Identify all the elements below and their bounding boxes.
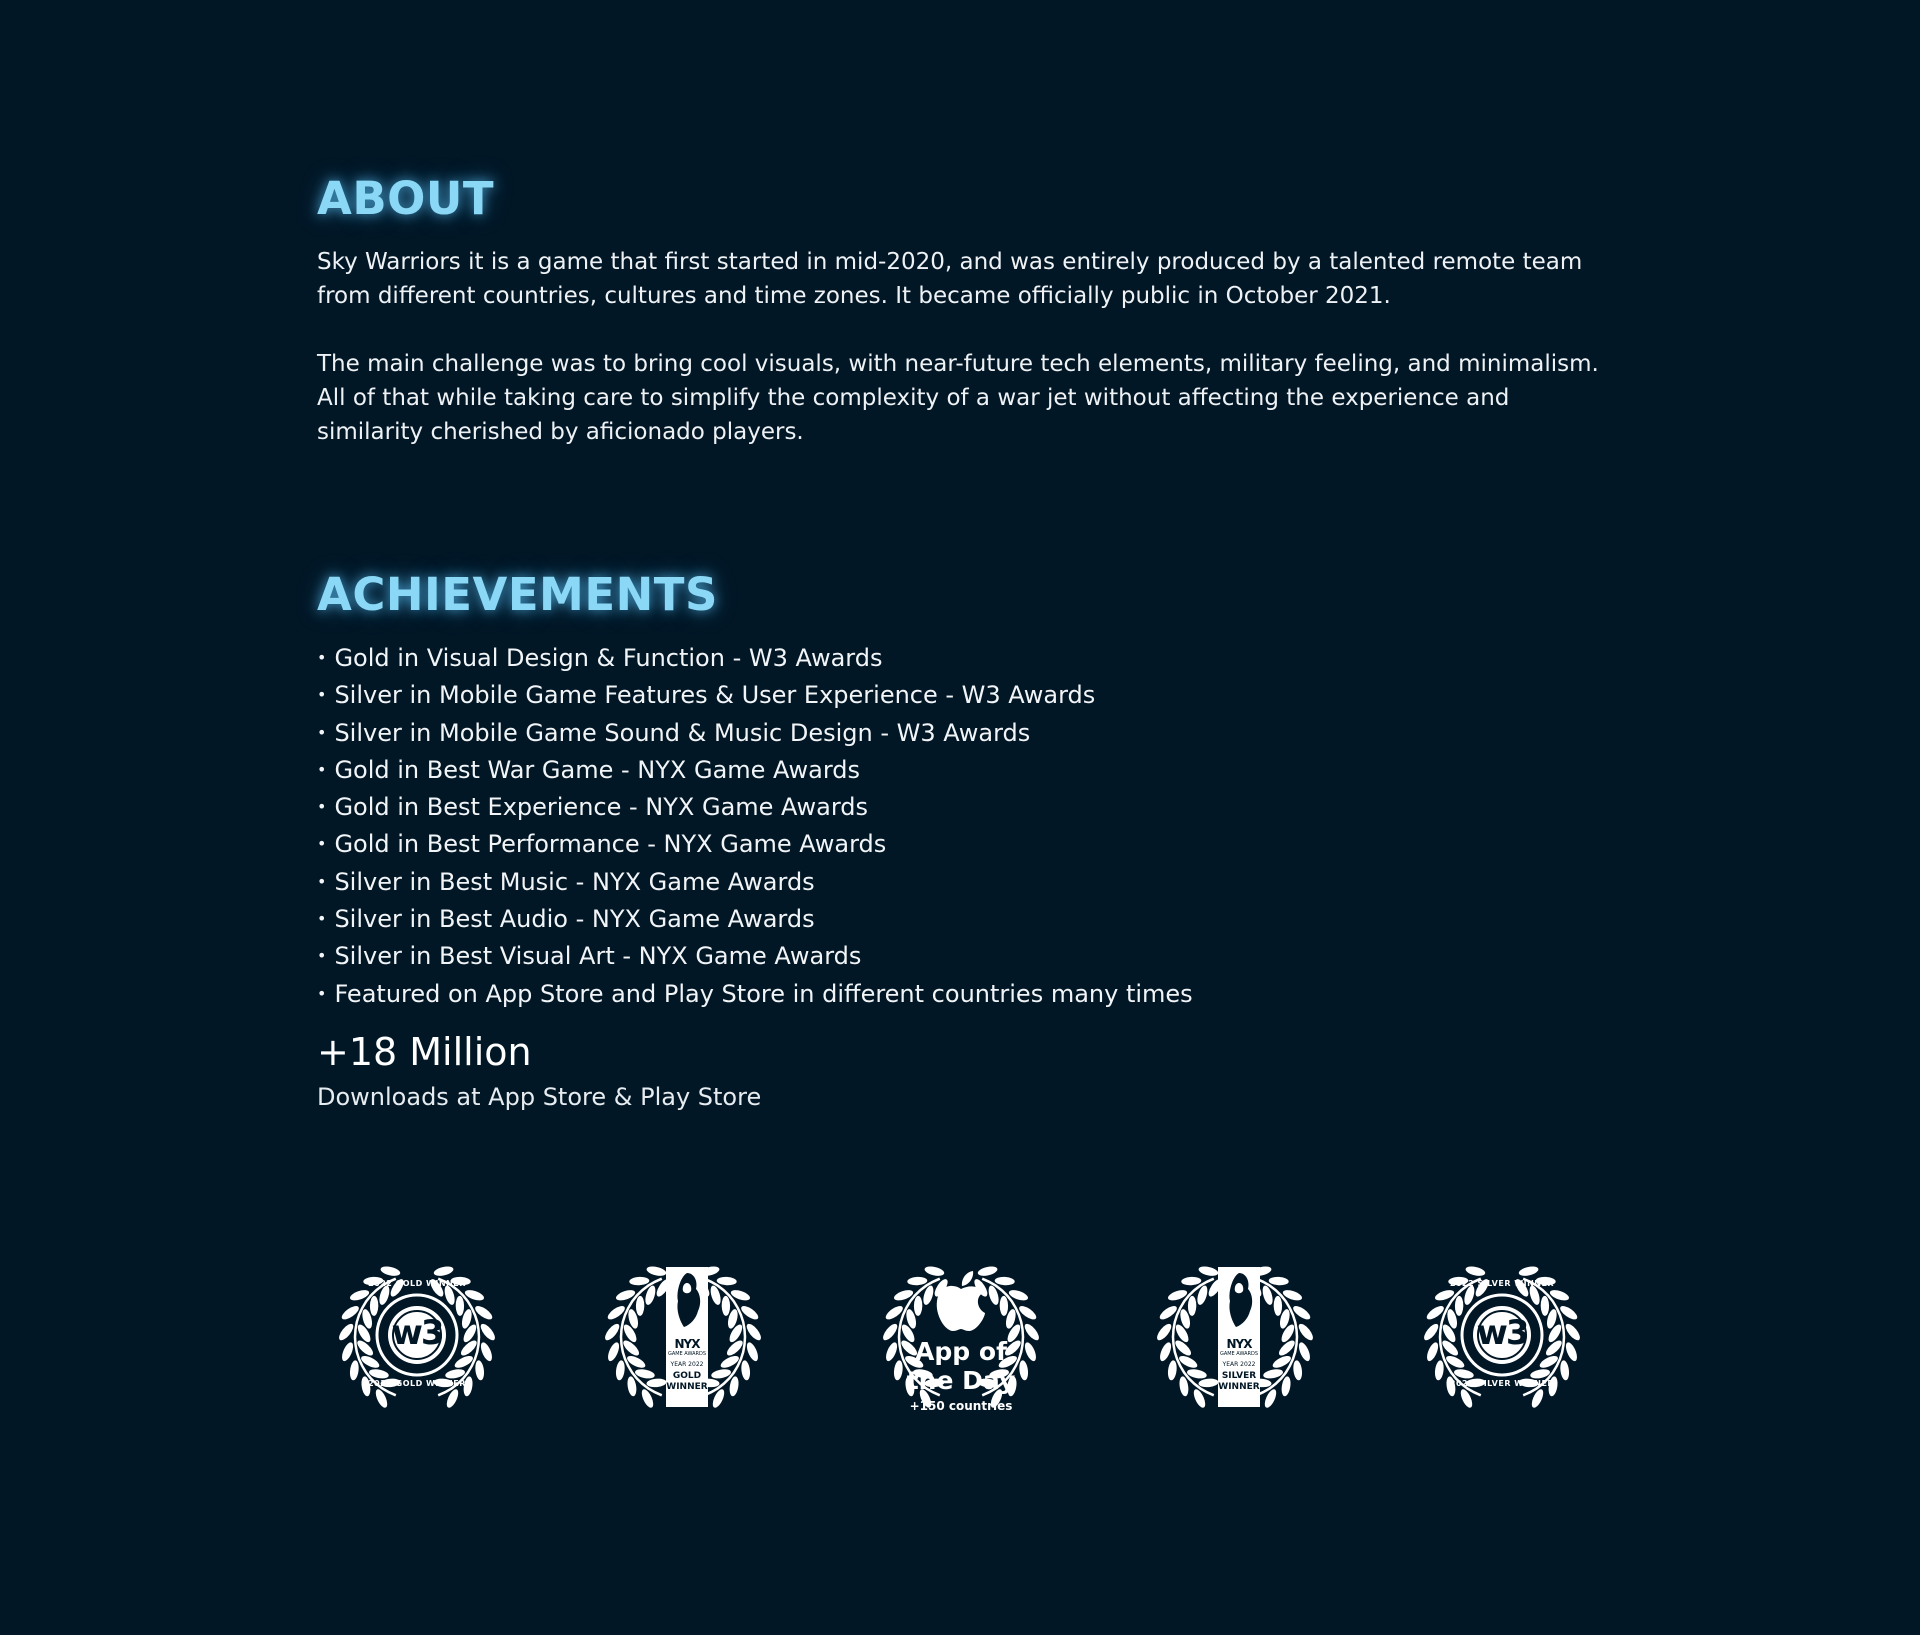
nyx-silver-badge	[1135, 1255, 1335, 1415]
achievement-item: • Gold in Best Performance - NYX Game Awards	[317, 827, 1193, 864]
nyx-logo: NYX	[1226, 1337, 1252, 1351]
laurel-leaf	[722, 1296, 731, 1316]
achievement-item: • Silver in Mobile Game Features & User Experience - W3 Awards	[317, 678, 1193, 715]
laurel-leaf	[606, 1341, 622, 1363]
laurel-leaf	[744, 1322, 763, 1343]
about-title: ABOUT	[317, 172, 495, 225]
w3-gold-badge	[317, 1255, 517, 1415]
laurel-leaf	[1198, 1378, 1219, 1388]
w3-logo: w3	[391, 1313, 443, 1353]
laurel-leaf	[646, 1265, 667, 1278]
nyx-subtitle: GAME AWARDS	[1219, 1351, 1259, 1357]
app-of-the-day-line: the Day	[906, 1366, 1016, 1395]
nyx-logo: NYX	[674, 1337, 700, 1351]
achievement-item: • Gold in Best Experience - NYX Game Awards	[317, 790, 1193, 827]
awards-badges	[317, 1255, 1607, 1415]
laurel-leaf	[1188, 1296, 1197, 1316]
w3-logo: w3	[1476, 1313, 1528, 1353]
laurel-leaf	[636, 1296, 645, 1316]
nyx-figure-icon	[666, 1267, 708, 1333]
nyx-rank-line: WINNER	[666, 1382, 708, 1392]
achievement-item: • Featured on App Store and Play Store in different countries many times	[317, 977, 1193, 1014]
nyx-subtitle: GAME AWARDS	[667, 1351, 707, 1357]
laurel-leaf	[1269, 1276, 1289, 1285]
laurel-leaf	[629, 1276, 649, 1285]
laurel-leaf	[1158, 1341, 1174, 1363]
nyx-rank	[666, 1371, 708, 1393]
nyx-figure-icon	[1218, 1267, 1260, 1333]
nyx-rank-line: SILVER	[1221, 1371, 1257, 1381]
laurel-leaf	[1292, 1360, 1303, 1381]
laurel-leaf	[1181, 1276, 1201, 1285]
achievement-item: • Silver in Mobile Game Sound & Music Design - W3 Awards	[317, 716, 1193, 753]
about-body	[317, 245, 1607, 483]
achievements-title: ACHIEVEMENTS	[317, 568, 718, 621]
app-of-the-day-title	[861, 1337, 1061, 1395]
nyx-year: YEAR 2022	[1222, 1361, 1256, 1368]
achievement-item: • Gold in Best War Game - NYX Game Awards	[317, 753, 1193, 790]
nyx-rank	[1218, 1371, 1260, 1393]
achievement-item: • Gold in Visual Design & Function - W3 Awards	[317, 641, 1193, 678]
w3-ring-text-bottom: 2022 SILVER WINNER	[1449, 1379, 1555, 1388]
w3-ring-text-bottom: 2022 GOLD WINNER	[368, 1379, 466, 1388]
app-of-the-day-line: App of	[915, 1337, 1007, 1366]
app-of-the-day-badge	[861, 1255, 1061, 1415]
laurel-leaf	[1198, 1265, 1219, 1278]
nyx-year: YEAR 2022	[670, 1361, 704, 1368]
laurel-leaf	[1167, 1360, 1178, 1381]
nyx-rank-line: WINNER	[1218, 1382, 1260, 1392]
nyx-rank-line: GOLD	[672, 1371, 702, 1381]
laurel-leaf	[615, 1360, 626, 1381]
nyx-banner	[666, 1267, 708, 1407]
laurel-leaf	[745, 1341, 761, 1363]
about-paragraph: Sky Warriors it is a game that first started in mid-2020, and was entirely produced by a talented remote team from different countries, cultures and time zones. It became officially public in October 2021.	[317, 249, 1583, 309]
w3-ring-text-top: 2022 GOLD WINNER	[368, 1279, 466, 1288]
laurel-leaf	[603, 1322, 622, 1343]
laurel-leaf	[717, 1276, 737, 1285]
laurel-leaf	[740, 1360, 751, 1381]
w3-silver-badge	[1402, 1255, 1602, 1415]
laurel-leaf	[646, 1378, 667, 1388]
w3-ring-text-top: 2022 SILVER WINNER	[1449, 1279, 1555, 1288]
laurel-leaf	[1297, 1341, 1313, 1363]
about-paragraph: The main challenge was to bring cool visuals, with near-future tech elements, military feeling, and minimalism. All of that while taking care to simplify the complexity of a war jet without affecting the experience and similarity cherished by aficionado players.	[317, 351, 1599, 445]
achievement-item: • Silver in Best Music - NYX Game Awards	[317, 865, 1193, 902]
downloads-label: Downloads at App Store & Play Store	[317, 1083, 762, 1111]
laurel-leaf	[1274, 1296, 1283, 1316]
downloads-count: +18 Million	[317, 1030, 532, 1074]
laurel-leaf	[1296, 1322, 1315, 1343]
laurel-leaf	[1155, 1322, 1174, 1343]
nyx-banner	[1218, 1267, 1260, 1407]
achievement-item: • Silver in Best Audio - NYX Game Awards	[317, 902, 1193, 939]
nyx-gold-badge	[583, 1255, 783, 1415]
achievements-list	[317, 641, 1193, 1014]
achievement-item: • Silver in Best Visual Art - NYX Game Awards	[317, 939, 1193, 976]
app-of-the-day-subtitle: +150 countries	[909, 1399, 1013, 1413]
